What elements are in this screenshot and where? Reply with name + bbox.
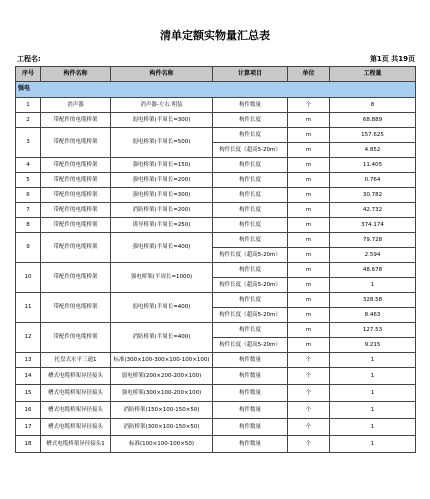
row-quantity: 157.625 xyxy=(330,128,416,143)
row-seq: 4 xyxy=(16,158,41,173)
row-component-name: 消声器 xyxy=(41,98,111,113)
row-seq: 2 xyxy=(16,113,41,128)
row-calc-item: 构件数量 xyxy=(213,402,288,419)
row-component-name: 带配件的电缆桥架 xyxy=(41,128,111,158)
table-row xyxy=(16,128,416,143)
row-component-name: 带配件的电缆桥架 xyxy=(41,218,111,233)
table-row xyxy=(16,98,416,113)
row-calc-item: 构件长度（超高5-20m） xyxy=(213,143,288,158)
row-component-spec: 强电桥架(半周长=1000) xyxy=(111,263,213,293)
table-row xyxy=(16,158,416,173)
row-quantity: 48.678 xyxy=(330,263,416,278)
row-component-spec: 强电桥架(半周长=300) xyxy=(111,188,213,203)
row-component-spec: 标准(100×100-100×50) xyxy=(111,436,213,453)
row-seq: 3 xyxy=(16,128,41,158)
row-component-name: 带配件的电缆桥架 xyxy=(41,158,111,173)
row-seq: 14 xyxy=(16,368,41,385)
row-component-name: 带配件的电缆桥架 xyxy=(41,233,111,263)
report-title: 清单定额实物量汇总表 xyxy=(160,29,270,42)
row-seq: 12 xyxy=(16,323,41,353)
row-calc-item: 构件长度（超高5-20m） xyxy=(213,278,288,293)
row-calc-item: 构件长度 xyxy=(213,218,288,233)
row-unit: m xyxy=(288,173,330,188)
row-unit: m xyxy=(288,263,330,278)
quantity-table xyxy=(15,66,416,453)
row-unit: 个 xyxy=(288,353,330,368)
section-row xyxy=(16,82,416,98)
column-header-spec: 构件名称 xyxy=(111,67,213,82)
row-calc-item: 构件数量 xyxy=(213,385,288,402)
table-row xyxy=(16,203,416,218)
row-quantity: 2.594 xyxy=(330,248,416,263)
table-row xyxy=(16,368,416,385)
row-quantity: 1 xyxy=(330,385,416,402)
row-calc-item: 构件长度 xyxy=(213,128,288,143)
row-component-spec: 强电桥架(半周长=400) xyxy=(111,233,213,263)
row-component-name: 带配件的电缆桥架 xyxy=(41,173,111,188)
row-component-name: 带配件的电缆桥架 xyxy=(41,188,111,203)
row-component-spec: 消防桥架(半周长=200) xyxy=(111,203,213,218)
row-seq: 5 xyxy=(16,173,41,188)
table-row xyxy=(16,113,416,128)
row-quantity: 328.58 xyxy=(330,293,416,308)
table-row xyxy=(16,323,416,338)
row-seq: 8 xyxy=(16,218,41,233)
row-calc-item: 构件长度 xyxy=(213,233,288,248)
row-component-spec: 强电桥架(半周长=150) xyxy=(111,158,213,173)
row-component-name: 带配件的电缆桥架 xyxy=(41,263,111,293)
column-header-quantity: 工程量 xyxy=(330,67,416,82)
row-unit: 个 xyxy=(288,402,330,419)
row-unit: 个 xyxy=(288,368,330,385)
table-header-row xyxy=(16,67,416,82)
row-calc-item: 构件长度 xyxy=(213,113,288,128)
row-component-spec: 消防桥架(300×100-150×50) xyxy=(111,419,213,436)
row-component-spec: 弱电桥架(200×200-200×100) xyxy=(111,368,213,385)
row-component-spec: 弱电桥架(半周长=500) xyxy=(111,128,213,158)
row-calc-item: 构件数量 xyxy=(213,98,288,113)
row-quantity: 30.782 xyxy=(330,188,416,203)
row-component-spec: 消防桥架(150×100-150×50) xyxy=(111,402,213,419)
row-quantity: 127.53 xyxy=(330,323,416,338)
row-unit: m xyxy=(288,278,330,293)
row-component-spec: 消声器-左右.明装 xyxy=(111,98,213,113)
row-component-name: 带配件的电缆桥架 xyxy=(41,203,111,218)
row-quantity: 1 xyxy=(330,353,416,368)
row-component-name: 带配件的电缆桥架 xyxy=(41,293,111,323)
row-seq: 7 xyxy=(16,203,41,218)
column-header-seq: 序号 xyxy=(16,67,41,82)
row-seq: 15 xyxy=(16,385,41,402)
table-row xyxy=(16,263,416,278)
row-unit: m xyxy=(288,308,330,323)
row-quantity: 11.405 xyxy=(330,158,416,173)
table-row xyxy=(16,293,416,308)
table-row xyxy=(16,436,416,453)
row-component-spec: 弱电桥架(半周长=400) xyxy=(111,293,213,323)
row-calc-item: 构件长度 xyxy=(213,263,288,278)
row-unit: 个 xyxy=(288,98,330,113)
row-quantity: 1 xyxy=(330,419,416,436)
row-quantity: 1 xyxy=(330,436,416,453)
row-quantity: 42.732 xyxy=(330,203,416,218)
table-row xyxy=(16,233,416,248)
row-calc-item: 构件长度（超高5-20m） xyxy=(213,248,288,263)
row-component-name: 槽式电缆桥架异径接头 xyxy=(41,419,111,436)
table-row xyxy=(16,188,416,203)
row-quantity: 374.174 xyxy=(330,218,416,233)
row-quantity: 8.463 xyxy=(330,308,416,323)
row-unit: m xyxy=(288,293,330,308)
row-quantity: 9.215 xyxy=(330,338,416,353)
row-component-name: 槽式电缆桥架异径接头 xyxy=(41,368,111,385)
row-seq: 17 xyxy=(16,419,41,436)
row-unit: m xyxy=(288,248,330,263)
row-unit: m xyxy=(288,233,330,248)
row-quantity: 8 xyxy=(330,98,416,113)
row-unit: m xyxy=(288,338,330,353)
row-unit: 个 xyxy=(288,419,330,436)
table-row xyxy=(16,402,416,419)
row-calc-item: 构件长度 xyxy=(213,293,288,308)
row-component-spec: 强电桥架(300×100-200×100) xyxy=(111,385,213,402)
row-quantity: 79.728 xyxy=(330,233,416,248)
row-quantity: 1 xyxy=(330,278,416,293)
row-component-name: 托盘式水平三通1 xyxy=(41,353,111,368)
row-unit: m xyxy=(288,158,330,173)
table-row xyxy=(16,173,416,188)
table-row xyxy=(16,218,416,233)
row-calc-item: 构件数量 xyxy=(213,353,288,368)
row-calc-item: 构件长度 xyxy=(213,203,288,218)
row-calc-item: 构件数量 xyxy=(213,419,288,436)
row-unit: m xyxy=(288,203,330,218)
column-header-unit: 单位 xyxy=(288,67,330,82)
row-component-name: 带配件的电缆桥架 xyxy=(41,323,111,353)
row-quantity: 1 xyxy=(330,368,416,385)
row-component-name: 槽式电缆桥架异径接头1 xyxy=(41,436,111,453)
row-seq: 1 xyxy=(16,98,41,113)
project-name-label: 工程名: xyxy=(17,55,41,63)
row-unit: m xyxy=(288,323,330,338)
row-seq: 10 xyxy=(16,263,41,293)
row-seq: 16 xyxy=(16,402,41,419)
row-quantity: 4.852 xyxy=(330,143,416,158)
row-seq: 11 xyxy=(16,293,41,323)
row-unit: m xyxy=(288,113,330,128)
row-component-spec: 标准(300×100-300×100-100×100) xyxy=(111,353,213,368)
section-label: 强电 xyxy=(16,82,416,98)
column-header-calc: 计算项目 xyxy=(213,67,288,82)
row-unit: 个 xyxy=(288,436,330,453)
row-component-name: 槽式电缆桥架异径接头 xyxy=(41,385,111,402)
row-calc-item: 构件长度 xyxy=(213,158,288,173)
table-row xyxy=(16,353,416,368)
column-header-name: 构件名称 xyxy=(41,67,111,82)
row-calc-item: 构件长度 xyxy=(213,188,288,203)
row-calc-item: 构件长度 xyxy=(213,323,288,338)
row-calc-item: 构件数量 xyxy=(213,436,288,453)
row-calc-item: 构件长度（超高5-20m） xyxy=(213,308,288,323)
row-component-spec: 诱导桥架(半周长=250) xyxy=(111,218,213,233)
row-calc-item: 构件长度（超高5-20m） xyxy=(213,338,288,353)
row-unit: m xyxy=(288,128,330,143)
row-quantity: 1 xyxy=(330,402,416,419)
table-row xyxy=(16,385,416,402)
page-indicator: 第1页 共19页 xyxy=(369,55,415,63)
row-seq: 18 xyxy=(16,436,41,453)
row-component-name: 槽式电缆桥架异径接头 xyxy=(41,402,111,419)
row-unit: m xyxy=(288,188,330,203)
row-seq: 13 xyxy=(16,353,41,368)
row-quantity: 0.764 xyxy=(330,173,416,188)
row-unit: m xyxy=(288,218,330,233)
row-calc-item: 构件数量 xyxy=(213,368,288,385)
table-row xyxy=(16,419,416,436)
row-component-name: 带配件的电缆桥架 xyxy=(41,113,111,128)
row-unit: m xyxy=(288,143,330,158)
row-seq: 6 xyxy=(16,188,41,203)
row-calc-item: 构件长度 xyxy=(213,173,288,188)
row-component-spec: 弱电桥架(半周长=300) xyxy=(111,113,213,128)
row-unit: 个 xyxy=(288,385,330,402)
row-seq: 9 xyxy=(16,233,41,263)
row-component-spec: 强电桥架(半周长=200) xyxy=(111,173,213,188)
row-quantity: 68.889 xyxy=(330,113,416,128)
row-component-spec: 消防桥架(半周长=400) xyxy=(111,323,213,353)
